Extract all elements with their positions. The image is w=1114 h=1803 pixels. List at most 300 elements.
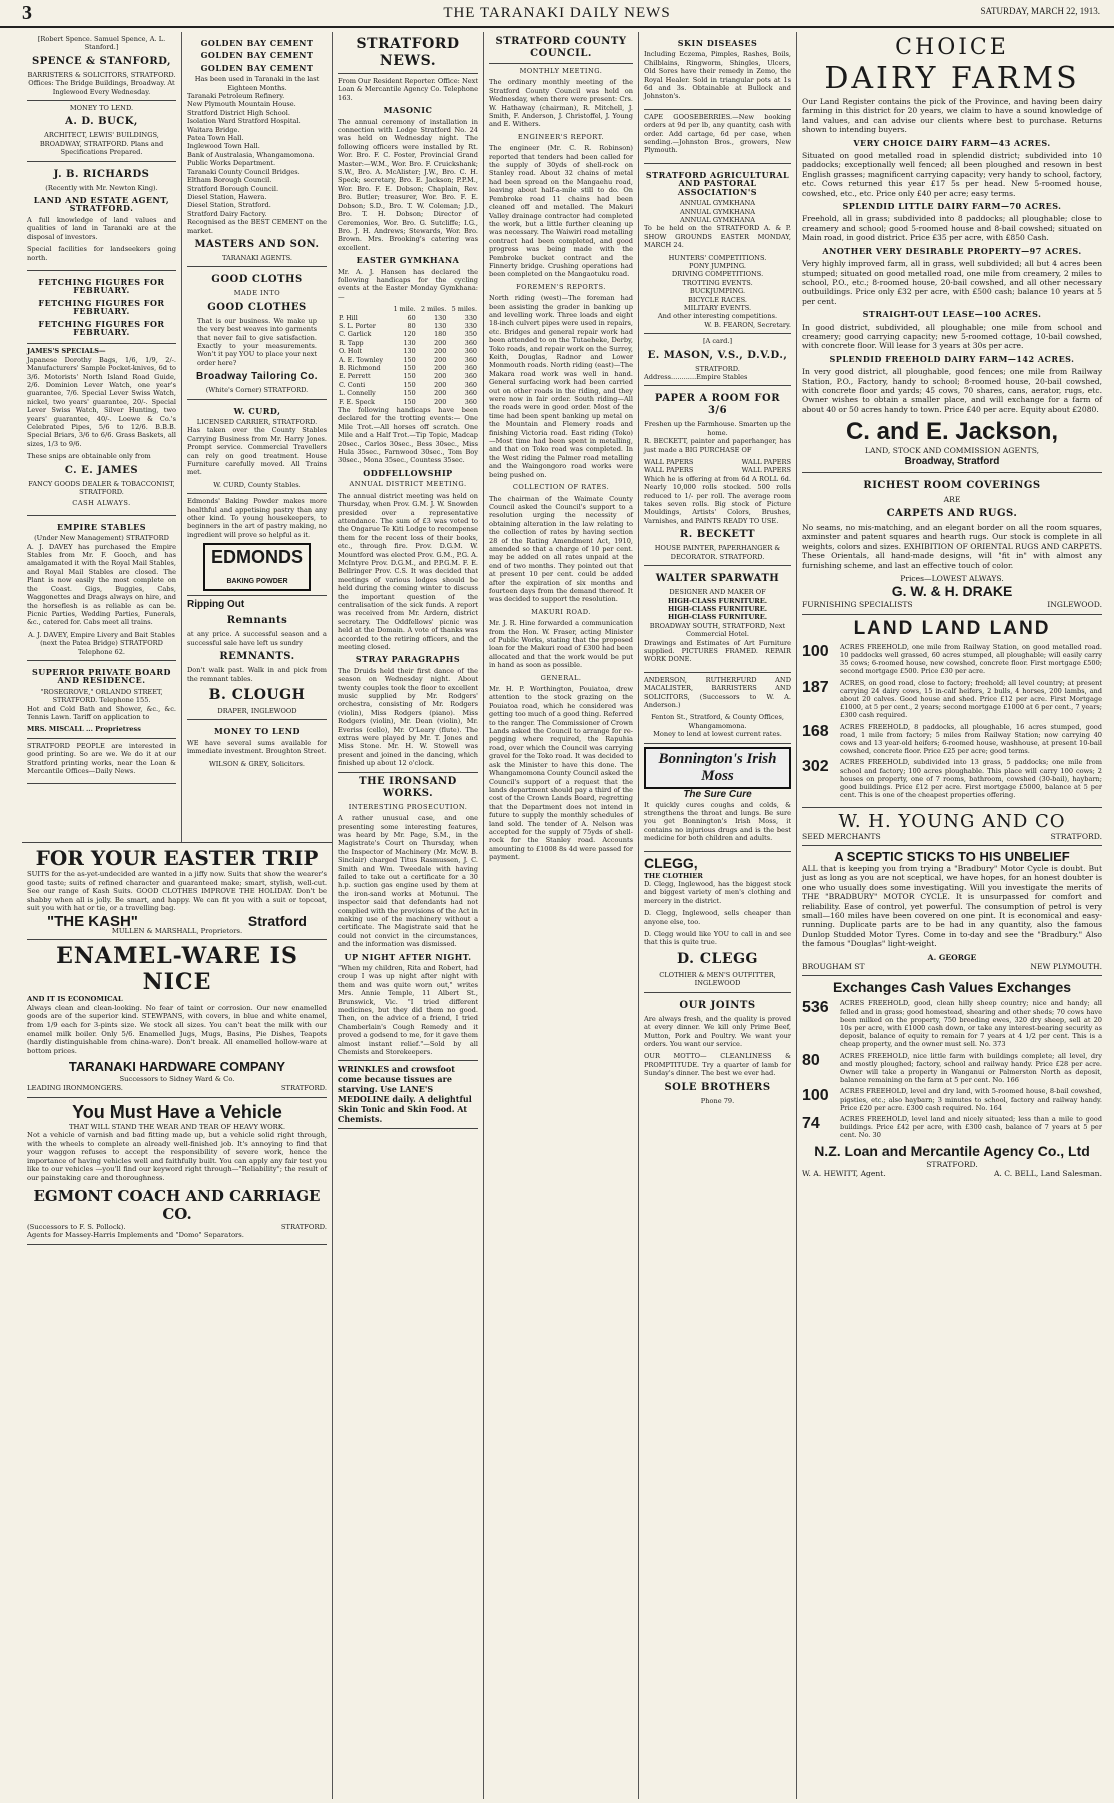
table-cell: 360: [464, 364, 477, 372]
ad-nz-loan: [802, 976, 1102, 1182]
newspaper-title: THE TARANAKI DAILY NEWS: [443, 4, 671, 21]
ad-name: SOLE BROTHERS: [664, 1081, 771, 1093]
ad-role: FURNISHING SPECIALISTS: [802, 600, 913, 610]
ad-line: HIGH-CLASS FURNITURE.: [667, 613, 768, 622]
ad-line: ANNUAL GYMKHANA: [679, 215, 756, 224]
ad-body: Has taken over the County Stables Carrying Business from Mr. Harry Jones. Prompt service. Commercial Travellers can rely on good treatment. House Furniture carefully moved. All Trains met.: [187, 426, 327, 477]
ad-head: MONEY TO LEND: [214, 726, 300, 737]
article-body: The following handicaps have been declared for the trotting events:— One Mile Trot.—All horses off scratch. One Mile and a Half Trot.—Tip Topic, Madcap 20sec., Carlos 30sec., Bess 30sec., Miss Hula 35sec., Farnwood 30sec., Tom Boy 30sec., Mona 35sec., Countess 35sec.: [338, 406, 478, 465]
table-cell: 360: [464, 355, 477, 364]
table-cell: R. Tapp: [339, 338, 364, 347]
ad-role: FANCY GOODS DEALER & TOBACCONIST, STRATFORD.: [28, 479, 175, 497]
ad-line: WALL PAPERS: [644, 466, 694, 475]
farm-body: In very good district, all ploughable, good fences; one mile from Railway Station, P.O., Factory, handy to school; 8-roomed house, 20-bail cowshed, with concrete floor and yards; 45 cows, 70 shares, cans, aerator, rugs, etc. Owner wishes to obtain a smaller place, and will exchange for a farm of about 40 or 50 acres handy to town. Price £40 per acre. Equity about £2080.: [802, 367, 1102, 414]
ad-clegg: [644, 852, 791, 993]
ad-body: ANDERSON, RUTHERFURD AND MACALISTER, BARRISTERS AND SOLICITORS, (Successors to W. A. Anderson.): [644, 675, 791, 709]
ad-body: ARCHITECT, LEWIS' BUILDINGS, BROADWAY, STRATFORD. Plans and Specifications Prepared.: [39, 131, 164, 157]
article-body: The Druids held their first dance of the season on Wednesday night. About twenty couples took the floor to excellent music supplied by Mr. Rodgers' orchestra, consisting of Mr. Rodgers (violin), Miss Rodgers (piano). Miss Rodgers (violin), Mr. Dean (violin), Mr. Everiss (cello), Mr. O'Leary (flute). The extras were played by Mr. T. Jones and Miss Stone. Mr. H. W. Stowell was present and joined in the dancing, which finished up about 12 o'clock.: [338, 666, 478, 768]
ad-sign: W. B. FEARON, Secretary.: [704, 320, 791, 329]
ad-sign: A. C. BELL, Land Salesman.: [993, 1169, 1102, 1179]
property-text: ACRES FREEHOLD, 8 paddocks, all ploughable, 16 acres stumped, good road, 1 mile from factory; 5 miles from Railway Station; now carrying 40 cows and 13 year-old heifers; 6-roomed house, washhouse, at present 10-bail cowshed, concrete floor. Price £25 per acre; good terms.: [840, 722, 1102, 756]
farm-head: SPLENDID FREEHOLD DAIRY FARM—142 ACRES.: [829, 353, 1075, 364]
ad-name: W. CURD,: [233, 405, 281, 416]
ad-empire-stables: [27, 516, 176, 661]
wall-papers-row: [644, 466, 791, 474]
list-item: Patea Town Hall.: [187, 134, 244, 143]
ad-james: [27, 344, 176, 516]
ad-vehicle: [27, 1098, 327, 1245]
list-item: Stratford Dairy Factory.: [187, 209, 267, 218]
ad-body: Japanese Dorothy Bags, 1/6, 1/9, 2/-. Manufacturers' Sample Pocket-knives, 6d to 3/6. Motorists' North Island Road Guide, 2/6. Dominion Lever Watch, one year's guarantee, 7/6. Special Lever Swiss Watch, nickel, two years' guarantee, 20/-. Special Lever Swiss Watch, Silver Hunting, two years' guarantee, 40/-. Loewe & Co.'s Celebrated Pipes, 5/6 to 12/6. B.B.B. Special Briars, 3/6 to 6/6. Grass Baskets, all sizes, 1/3 to 9/6.: [27, 355, 176, 448]
ad-name: SPENCE & STANFORD,: [31, 55, 171, 67]
table-cell: P. Hill: [339, 313, 358, 322]
ad-body: Not a vehicle of varnish and bad fitting made up, but a vehicle solid right through, with the wheels to complete an already well-finished job. It's annoying to find that your waggon refuses to accept the responsibility of severe work, hence the importance of having vehicles well and faithfully built. You can apply any fair test you like to our vehicles —you'll find our keyword right through—"Reliability"; the result of our painstaking care and thoroughness.: [27, 1131, 327, 1183]
table-cell: 60: [407, 313, 416, 322]
ad-cash: CASH ALWAYS.: [72, 499, 131, 508]
list-item: Eltham Borough Council.: [187, 176, 272, 185]
ad-body: Has been used in Taranaki in the last Eighteen Months.: [194, 75, 320, 92]
ad-body: R. BECKETT, painter and paperhanger, has just made a BIG PURCHASE OF: [644, 437, 791, 454]
ad-sub: (Under New Management) STRATFORD: [34, 534, 169, 543]
ad-role: DRAPER, INGLEWOOD: [217, 706, 297, 715]
list-item: Diesel Station, Stratford.: [187, 201, 271, 210]
ad-event: MILITARY EVENTS.: [683, 303, 752, 312]
ad-name: CLEGG,: [644, 854, 698, 871]
ad-sub: MADE INTO: [233, 289, 281, 298]
ad-skin-diseases: [644, 32, 791, 110]
table-row: [338, 372, 478, 380]
ad-body: D. Clegg would like YOU to call in and see that this is quite true.: [644, 930, 791, 947]
ad-name: D. CLEGG: [677, 950, 758, 967]
ad-role: LAND, STOCK AND COMMISSION AGENTS,: [864, 446, 1040, 456]
ad-spence: [27, 32, 176, 101]
article-sub: INTERESTING PROSECUTION.: [348, 802, 468, 811]
ad-sign: A. J. DAVEY, Empire Livery and Bait Stables (next the Patea Bridge) STRATFORD Telephone 62.: [28, 630, 175, 656]
table-cell: 130: [403, 347, 416, 356]
ad-body: SUITS for the as-yet-undecided are wanted in a jiffy now. Suits that show the wearer's good taste; suits of refined character and guaranteed make; smart, stylish, well-cut. See our range of Kash Suits. GOOD CLOTHES IMPROVE THE HOLIDAY. Don't be shabby when all is jolly. Be smart, and happy. We can fit you with a suit or topcoat, suit you with hat or tie, or a travelling bag.: [27, 870, 327, 913]
ad-sub: (White's Corner) STRATFORD.: [205, 386, 309, 395]
ad-body: OUR MOTTO— CLEANLINESS & PROMPTITUDE. Try a quarter of lamb for Sunday's dinner. The best we ever had.: [644, 1052, 791, 1078]
table-header-cell: 5 miles.: [451, 305, 477, 314]
ad-head: DAIRY FARMS: [824, 61, 1080, 96]
property-acres: 536: [802, 999, 829, 1017]
table-row: [338, 364, 478, 372]
ad-fetching: [27, 271, 176, 344]
ad-cement: [187, 32, 327, 267]
table-row: [338, 314, 478, 322]
ad-head: GOOD CLOTHES: [207, 301, 307, 313]
article-body: The annual ceremony of installation in connection with Lodge Stratford No. 24 was held on Wednesday night. The following officers were installed by Rt. Wor. Bro. F. C. Foster, Provincial Grand Master:—W.M., Wor. Bro. F. Cruickshank; S.W., Bro. A. McAlister; J.W., Bro. C. H. Speck; secretary, Bro. E. Jackson; P.P.M., Wor. Bro. F. E. Dobson; Chaplain, Rev. Bro. Butler; treasurer, Wor. Bro. F. E. Dobson; S.D., Bro. T. W. Coleman; J.D., Bro. T. H. Dobson; Director of Ceremonies, Wor. Bro. G. Sutcliffe; I.G., Bro. J. H. Andrews; Stewards, Wor. Bro. Brown. Mrs. Brooking's catering was excellent.: [338, 117, 478, 252]
ad-body: Which he is offering at from 6d A ROLL 6d. Nearly 10,000 rolls stocked. 500 rolls reduced to 1/- per roll. The average room takes seven rolls. Big stock of Picture Mouldings, Artists' Colors, Brushes, Varnishes, and PAINTS READY TO USE.: [644, 474, 791, 525]
table-cell: 360: [464, 389, 477, 398]
ad-edmonds: [187, 494, 327, 596]
table-row: [338, 389, 478, 397]
table-cell: C. Conti: [339, 380, 366, 389]
ad-cape-gooseberries: [644, 110, 791, 164]
ad-body: Special facilities for landseekers going north.: [27, 245, 176, 262]
ad-head: FOR YOUR EASTER TRIP: [35, 846, 319, 870]
table-cell: C. Garlick: [339, 330, 372, 339]
ad-head: RICHEST ROOM COVERINGS: [863, 479, 1041, 491]
article-body: The annual district meeting was held on Thursday, when Prov. G.M. J. W. Snowden presided over a representative attendance. The sum of £3 was voted to the Ongarue Te Kiti Lodge to recompense them for the recent loss of their books, etc., through fire. Prov. D.G.M. W. Mountford was elected Prov. G.M., P.G. A. McIntyre Prov. D.G.M., and P.P.G.M. F. E. Bellringer Prov. C.S. It was decided that meetings of various lodges should be held during the coming winter to discuss the important question of the centralisation of the sick funds. A report was received from Mr. Ardern, district secretary. The Oddfellows' picnic was held at the Domain. A vote of thanks was accorded to the retiring officers, and the meeting closed.: [338, 491, 478, 651]
table-cell: 350: [464, 330, 477, 339]
farm-head: ANOTHER VERY DESIRABLE PROPERTY—97 ACRES.: [822, 245, 1082, 256]
table-row: [338, 356, 478, 364]
list-item: Public Works Department.: [187, 159, 276, 168]
ad-line: ANNUAL GYMKHANA: [679, 207, 756, 216]
property-listing: [802, 1052, 1102, 1085]
ad-body: Our Land Register contains the pick of the Province, and having been dairy farming in this district for 20 years, we claim to have a sound knowledge of land values, and can advise our clients where best to purchase. Returns shown to intending buyers.: [802, 97, 1102, 135]
article-head: THE IRONSAND WORKS.: [338, 772, 478, 800]
table-cell: E. Perrett: [339, 372, 371, 381]
handicap-table: [338, 305, 478, 406]
article-head: UP NIGHT AFTER NIGHT.: [344, 951, 472, 962]
table-row: [338, 347, 478, 355]
farm-head: SPLENDID LITTLE DAIRY FARM—70 ACRES.: [842, 201, 1062, 212]
tara-footer: [27, 1084, 327, 1093]
ad-role: BARRISTERS & SOLICITORS, STRATFORD.: [27, 70, 176, 79]
property-listing: [802, 1115, 1102, 1140]
ad-body: A. J. DAVEY has purchased the Empire Stables from Mr. F. Gooch, and has amalgamated it with the Royal Mail Stables, and Royal Mail Stables are closed. The Plant is now easily the most complete on the Coast. Gigs, Buggies, Cabs, Waggonettes and Drags always on hire, and the horseflesh is as reliable as can be. Picnic Parties, Wedding Parties, Funerals, &c., catered for. Cabs meet all trains.: [27, 542, 176, 627]
page-number: 3: [22, 2, 32, 24]
ad-name: B. CLOUGH: [208, 686, 306, 703]
article-body: Mr. H. P. Worthington, Pouiatoa, drew attention to the stock grazing on the Pouiatoa road, which he considered was getting too much of a good thing. Referred to the ranger. The Commissioner of Crown Lands asked the Council to arrange for re-pegging where required, the Rapuhia road, over which the Council was carrying gravel for the Toko road. It was decided to ask the Minister to have this done. The Whangamomona County Council asked the Council's support of a request that the lands department should pay a third of the cost of the Crown Lands Board, regretting that the Department does not intend in future to supply the monthly schedules of land sold. The tender of A. Nelson was accepted for the supply of 75yds of shell-rock for the Stanley road. Accounts amounting to £1008 8s 4d were passed for payment.: [489, 685, 633, 862]
ad-sceptic: [802, 846, 1102, 976]
table-cell: 150: [403, 355, 416, 364]
table-header: [338, 305, 478, 313]
article-sub: MAKURI ROAD.: [531, 607, 591, 616]
ad-head: Exchanges Cash Values Exchanges: [832, 979, 1072, 996]
table-cell: 200: [434, 389, 447, 398]
ad-addr: STRATFORD.: [1050, 831, 1102, 841]
ad-role: LICENSED CARRIER, STRATFORD.: [196, 418, 318, 426]
ad-line: FETCHING FIGURES FOR FEBRUARY.: [38, 318, 165, 337]
ad-name: EGMONT COACH AND CARRIAGE CO.: [33, 1186, 321, 1223]
ad-name: W. H. YOUNG AND CO: [838, 810, 1066, 832]
table-cell: 360: [464, 380, 477, 389]
ad-sub: AND IT IS ECONOMICAL: [27, 995, 123, 1004]
table-cell: 130: [434, 321, 447, 330]
property-text: ACRES FREEHOLD, good, clean hilly sheep country; nice and handy; all felled and in grass; good homestead, shearing and other sheds; 70 cows have been milked on the property, 750 breeding ewes, 320 dry sheep, sell at 20 10s per acre, with £1000 cash down, or take any interest-bearing security as deposit, balance of equity to remain for 7 years at 4 1/2 per cent. This is a cheap property, and the owner must sell. No. 373: [840, 999, 1102, 1049]
ad-role: CLOTHIER & MEN'S OUTFITTER, INGLEWOOD: [659, 970, 776, 988]
ad-town: Stratford: [247, 912, 307, 929]
article-sub: ANNUAL DISTRICT MEETING.: [349, 480, 467, 489]
table-cell: 330: [464, 321, 477, 330]
ad-sub: The Sure Cure: [683, 788, 752, 800]
table-cell: B. Richmond: [339, 364, 381, 372]
ad-note: Money to lend at lowest current rates.: [653, 730, 782, 739]
table-cell: 200: [434, 372, 447, 381]
ad-body: D. Clegg, Inglewood, has the biggest stock and biggest variety of men's clothing and mercery in the district.: [644, 880, 791, 905]
table-row: [338, 381, 478, 389]
property-acres: 187: [802, 678, 829, 696]
ad-addr: NEW PLYMOUTH.: [1030, 961, 1102, 971]
list-item: Isolation Ward Stratford Hospital.: [187, 117, 301, 126]
ad-sole-brothers: [644, 993, 791, 1109]
ad-body: STRATFORD PEOPLE are interested in good printing. So are we. We do it at our Stratford printing works, near the Loan & Mercantile Offices—Daily News.: [27, 741, 176, 775]
table-row: [338, 322, 478, 330]
property-acres: 100: [802, 1087, 829, 1105]
table-row: [338, 398, 478, 406]
ad-head: CHOICE: [895, 35, 1009, 60]
ad-line: WALL PAPERS: [741, 458, 791, 467]
ad-head: SKIN DISEASES: [677, 38, 758, 48]
table-row: [338, 339, 478, 347]
ad-ripping-out: [187, 596, 327, 720]
ad-role: THE CLOTHIER: [644, 871, 703, 880]
ad-sub: Freshen up the Farmhouse. Smarten up the home.: [644, 420, 791, 437]
table-header-cell: [338, 305, 390, 313]
table-cell: 200: [434, 397, 447, 406]
table-cell: L. Connelly: [339, 389, 376, 398]
ad-head: STRATFORD AGRICULTURAL AND PASTORAL ASSOCIATION'S: [645, 169, 790, 197]
ad-body: WRINKLES and crowsfoot come because tissues are starving. Use LANE'S MEDOLINE daily. A delightful Skin Tonic and Skin Food. At Chemists.: [338, 1064, 472, 1125]
ad-body: Hot and Cold Bath and Shower, &c., &c. Tennis Lawn. Tariff on application to: [27, 704, 176, 721]
table-cell: 200: [434, 338, 447, 347]
ad-mason: [644, 334, 791, 386]
ad-body: WE have several sums available for immediate investment. Broughton Street.: [187, 738, 327, 756]
list-item: Taranaki Petroleum Refinery.: [187, 92, 285, 101]
property-listing: [802, 723, 1102, 756]
exchange-list: [802, 999, 1102, 1139]
ad-role: LEADING IRONMONGERS.: [27, 1083, 123, 1092]
ad-head: GOOD CLOTHS: [211, 274, 303, 286]
ad-name: R. BECKETT: [679, 529, 756, 541]
ad-addr: Address............Empire Stables: [644, 373, 748, 381]
logo-sub: BAKING POWDER: [226, 578, 288, 586]
article-body: The chairman of the Waimate County Council asked the Council's support to a resolution urging the necessity of obtaining alteration in the law relating to the collection of rates by having section 28 of the Rating Amendment Act, 1910, amended so that a charge of 10 per cent. may be added on all rates unpaid at the end of two months. They pointed out that at present 10 per cent. could be added after the expiration of six months and fourteen days from the demand thereof. It was decided to support the resolution.: [489, 494, 633, 604]
ad-line: WALL PAPERS: [741, 466, 791, 475]
ad-name: E. MASON, V.S., D.V.D.,: [647, 349, 788, 361]
ad-name: Broadway Tailoring Co.: [196, 371, 318, 383]
property-acres: 80: [802, 1051, 820, 1069]
ad-sub: Successors to Sidney Ward & Co.: [119, 1075, 235, 1084]
column-3: [333, 32, 484, 1799]
ad-sub: MULLEN & MARSHALL, Proprietors.: [111, 926, 243, 935]
property-text: ACRES FREEHOLD, level land and nicely situated; less than a mile to good buildings. Price £42 per acre, with £300 cash, balance of 7 years at 5 per cent. No. 30: [840, 1115, 1102, 1140]
article-head: MASONIC: [383, 105, 433, 116]
farm-body: Freehold, all in grass; subdivided into 8 paddocks; all ploughable; close to creamery and school; good 5-roomed house and 8-bail cowshed; situated on Main road, in good district. Price £35 per acre, with £850 Cash.: [802, 214, 1102, 243]
ad-head: LAND LAND LAND: [853, 617, 1051, 639]
ad-name: N.Z. Loan and Mercantile Agency Co., Ltd: [814, 1142, 1090, 1159]
ad-beckett-paper: [644, 386, 791, 566]
table-cell: 330: [464, 313, 477, 322]
table-cell: 150: [403, 389, 416, 398]
ad-addr: BROADWAY SOUTH, STRATFORD, Next Commercial Hotel.: [649, 621, 786, 639]
ad-buck: [27, 101, 176, 162]
section-title: STRATFORD COUNTY COUNCIL.: [489, 36, 633, 64]
ad-role: HOUSE PAINTER, PAPERHANGER & DECORATOR. STRATFORD.: [654, 544, 781, 561]
ad-line: WALL PAPERS: [644, 458, 694, 467]
ad-addr: STRATFORD.: [280, 1083, 327, 1092]
ad-body: Edmonds' Baking Powder makes more healthful and appetising pastry than any other kind. To young housekeepers, to beginners in the art of pastry making, no ingredient will prove so helpful as it.: [187, 497, 327, 539]
ad-event: HUNTERS' COMPETITIONS.: [668, 253, 767, 262]
table-cell: 200: [434, 355, 447, 364]
list-item: Waitara Bridge.: [187, 125, 240, 134]
ad-richards: [27, 162, 176, 271]
ad-footer: Recognised as the BEST CEMENT on the market.: [187, 218, 327, 235]
ad-event: DRIVING COMPETITIONS.: [671, 270, 764, 279]
ad-body: That is our business. We make up the very best weaves into garments that never fail to give satisfaction. Exactly to your measurements. Won't it pay YOU to place your next order here?: [197, 316, 317, 367]
table-cell: 130: [403, 338, 416, 347]
table-cell: 150: [403, 364, 416, 372]
ad-name: EMPIRE STABLES: [56, 521, 146, 532]
ad-addr: Fenton St., Stratford, & County Offices, Whangamomona.: [651, 713, 784, 730]
ad-head: PAPER A ROOM FOR 3/6: [654, 393, 781, 417]
ad-body: It quickly cures coughs and colds, & strengthens the throat and lungs. Be sure you get Bonnington's Irish Moss, it contains no injurious drugs and is the best medicine for both children and adults.: [644, 800, 791, 843]
ad-line: GOLDEN BAY CEMENT: [200, 38, 314, 48]
table-cell: 130: [434, 313, 447, 322]
article-sub: COLLECTION OF RATES.: [512, 483, 610, 492]
table-header-cell: 1 mile.: [393, 305, 416, 314]
ad-bonningtons: [644, 744, 791, 852]
ad-head: REMNANTS.: [219, 651, 295, 663]
ad-body: No seams, no mis-matching, and an elegant border on all the room squares, axminster and patent squares and hearth rugs. Our stock is complete in all weights, colors and sizes. EXHIBITION OF ORIENTAL RUGS AND CARPETS. These Orientals, all hand-made designs, will "fit in" with almost any furnishing scheme, and last an effective touch of color.: [802, 523, 1102, 570]
table-cell: 360: [464, 338, 477, 347]
ad-addr: STRATFORD.: [926, 1159, 978, 1169]
ad-event: PONY JUMPING.: [689, 261, 746, 270]
column-5: [639, 32, 797, 1799]
ad-curd: [187, 400, 327, 495]
ad-enamel-ware: [27, 940, 327, 1097]
george-footer: [802, 962, 1102, 971]
list-item: Diesel Station, Hawera.: [187, 192, 267, 201]
ad-jackson-dairy: [802, 32, 1102, 473]
property-acres: 168: [802, 722, 829, 740]
section-title: STRATFORD NEWS.: [338, 36, 478, 74]
property-listing: [802, 643, 1102, 676]
table-cell: 150: [403, 372, 416, 381]
drake-footer: [802, 600, 1102, 609]
farm-body: Very highly improved farm, all in grass, well subdivided; all but 4 acres been stumped; situated on good metalled road, one mile from creamery, 2 miles to school, P.O., etc.; 8-roomed house, 20-bail cowshed, and all other necessary outbuildings. Price only £32 per acre, with £500 cash; balance 10 years at 5 per cent.: [802, 259, 1102, 306]
table-cell: O. Holt: [339, 347, 362, 356]
ad-body: D. Clegg, Inglewood, sells cheaper than anyone else, too.: [644, 909, 791, 926]
property-text: ACRES FREEHOLD, subdivided into 13 grass, 5 paddocks; one mile from school and factory; 100 acres ploughable. This place will carry 100 cows; 2 houses on property, one of 7 rooms, bathroom, cowshed (30-bail), haybarn; good buildings. Price £12 per acre. First mortgage £5000, balance at 5 per cent. This is one of the cheapest properties offering.: [840, 758, 1102, 800]
ad-head: A SCEPTIC STICKS TO HIS UNBELIEF: [834, 848, 1070, 864]
property-text: ACRES FREEHOLD, nice little farm with buildings complete; all level, dry and mostly ploughed; factory, school and railway handy. Price £28 per acre. Owner will take a property in Wanganui or Palmerston North as deposit, balance remaining on the farm at 5 per cent. No. 166: [840, 1051, 1102, 1085]
table-cell: 360: [464, 347, 477, 356]
ad-sub: (Successors to F. S. Pollock).: [27, 1222, 126, 1231]
table-cell: 150: [403, 380, 416, 389]
wall-papers-row: [644, 458, 791, 466]
young-footer: [802, 832, 1102, 841]
ad-body: To be held on the STRATFORD A. & P. SHOW GROUNDS EASTER MONDAY, MARCH 24.: [644, 224, 791, 250]
list-item: Inglewood Town Hall.: [187, 142, 260, 151]
ad-head: Remnants: [226, 615, 288, 627]
ad-addr: BROUGHAM ST: [802, 961, 865, 971]
article-head: STRAY PARAGRAPHS: [355, 654, 461, 665]
table-cell: 360: [464, 397, 477, 406]
ad-stratford-people: [27, 739, 176, 785]
property-acres: 302: [802, 758, 829, 776]
property-listing: [802, 758, 1102, 799]
bonningtons-logo: Bonnington's Irish Moss: [644, 747, 791, 789]
ad-line: GOLDEN BAY CEMENT: [200, 62, 314, 73]
ad-agent: MASTERS AND SON.: [194, 238, 320, 250]
ad-name: WALTER SPARWATH: [655, 573, 780, 585]
ad-head: You Must Have a Vehicle: [72, 1101, 282, 1122]
article-sub: MONTHLY MEETING.: [519, 67, 603, 75]
ad-event: BUCKJUMPING.: [689, 287, 746, 296]
ad-top: [Robert Spence. Samuel Spence, A. L. Stanford.]: [37, 35, 166, 52]
ad-phone: Phone 79.: [700, 1096, 735, 1105]
property-acres: 100: [802, 642, 829, 660]
property-listing: [802, 1087, 1102, 1112]
farm-body: In good district, subdivided, all ploughable; one mile from school and creamery; good carrying capacity; new 5-roomed cottage, 10-bail cowshed, with concrete floor. Will lease for 3 years at 30s per acre.: [802, 322, 1102, 351]
ad-agent-sub: TARANAKI AGENTS.: [221, 253, 293, 262]
reporter-line: From Our Resident Reporter. Office: Next Loan & Mercantile Agency Co. Telephone 163.: [338, 77, 478, 102]
article-head: EASTER GYMKHANA: [356, 255, 460, 266]
ad-more: And other interesting competitions.: [657, 312, 778, 321]
table-cell: 200: [434, 347, 447, 356]
ad-drake-carpets: [802, 473, 1102, 615]
ad-top: MONEY TO LEND.: [69, 104, 134, 113]
ad-card: [A card.]: [702, 337, 733, 346]
ad-name: C. and E. Jackson,: [845, 418, 1059, 446]
ad-head: JAMES'S SPECIALS—: [27, 347, 106, 356]
ad-sub: "ROSEGROVE," ORLANDO STREET, STRATFORD. Telephone 155.: [40, 687, 163, 705]
list-item: Stratford Borough Council.: [187, 184, 279, 193]
edmonds-logo: [203, 543, 311, 591]
ad-body: Always clean and clean-looking. No fear of taint or corrosion. Our new enamelled goods are of the superior kind. STEWPANS, with covers, in blue and white enamel, from 1/9 each for 3-pints size. We stock all sizes. You can't beat the milk with our enamel milk boiler. Only 5/6. Enamelled Jugs, Mugs, Basins, Pie Dishes, Teapots (hardly distinguishable from china-ware). Don't break. All enamelled hollow-ware at bottom prices.: [27, 1003, 327, 1055]
table-cell: F. E. Speck: [339, 397, 375, 406]
property-text: ACRES FREEHOLD, one mile from Railway Station, on good metalled road. 10 paddocks well grassed, 60 acres stumped, all ploughable; will easily carry 35 cows; 6-roomed house, new cowshed, concrete floor. First mortgage £500; second mortgage £500. Price £30 per acre.: [840, 642, 1102, 676]
ad-land: [802, 615, 1102, 808]
table-cell: 120: [403, 330, 416, 339]
farm-body: Situated on good metalled road in splendid district; subdivided into 10 paddocks; exceptionally well fenced; all been ploughed and resown in best English grasses; magnificent carrying capacity; very handy to school, factory, etc. Cows returned this year £17 5s per head. New 5-roomed house, cowshed, etc., etc. Price only £40 per acre; easy terms.: [802, 151, 1102, 198]
ad-head: LAND AND ESTATE AGENT, STRATFORD.: [33, 195, 170, 214]
ad-line: GOLDEN BAY CEMENT: [200, 50, 314, 61]
column-4: [484, 32, 639, 1799]
ad-event: BICYCLE RACES.: [687, 295, 748, 304]
ad-sub: ARE: [943, 494, 961, 504]
ad-name: A. GEORGE: [927, 952, 977, 962]
column-2: [182, 32, 333, 842]
ad-addr: INGLEWOOD.: [1047, 600, 1102, 610]
logo-text: EDMONDS: [210, 547, 303, 568]
issue-date: SATURDAY, MARCH 22, 1913.: [980, 6, 1100, 16]
ad-good-cloths: [187, 267, 327, 399]
article-body: The ordinary monthly meeting of the Stratford County Council was held on Wednesday, when there were present: Crs. W. Hathaway (chairman), R. Mitchell, J. Smith, F. Anderson, J. Christoffel, J. Young and E. Withers.: [489, 78, 633, 129]
ad-body: Drawings and Estimates of Art Furniture supplied. PICTURES FRAMED. REPAIR WORK DONE.: [644, 638, 791, 664]
table-header-cell: 2 miles.: [420, 305, 447, 314]
ad-head: OUR JOINTS: [679, 999, 756, 1011]
cement-list: [187, 92, 327, 218]
ad-line: HIGH-CLASS FURNITURE.: [667, 596, 768, 605]
ad-superior: [27, 661, 176, 739]
ad-money-to-lend: [187, 720, 327, 772]
ad-role: SEED MERCHANTS: [802, 831, 881, 841]
farm-head: STRAIGHT-OUT LEASE—100 ACRES.: [862, 309, 1042, 320]
table-row: [338, 330, 478, 338]
ad-body: ALL that is keeping you from trying a "Bradbury" Motor Cycle is doubt. But just as long as you are not sceptical, we have hopes, for an honest doubter is one who usually does some investigating. Will you investigate the merits of THE "BRADBURY" MOTOR CYCLE. It is unsurpassed for comfort and reliability. Ease of control, yet powerful. The consumption of petrol is very small—160 miles have been covered on one pint. It is economical and easy-running. Duplicate parts are to be had in any quantity, also the famous Dunlop Studded Motor Tyres. Come in to-day and see the "Bradbury." Also the famous "Douglas" light-weight.: [802, 863, 1102, 949]
ad-line: FETCHING FIGURES FOR FEBRUARY.: [38, 297, 165, 317]
ad-head: Ripping Out: [187, 599, 245, 611]
ad-line: FETCHING FIGURES FOR FEBRUARY.: [38, 276, 165, 296]
ad-sign: MRS. MISCALL ... Proprietress: [27, 725, 141, 734]
article-body: Mr. J. R. Hine forwarded a communication from the Hon. W. Fraser, acting Minister of Public Works, stating that the proposed loan for the Makuri road of £300 had been allocated and that the work would be put in hand as soon as possible.: [489, 619, 633, 670]
article-body: "When my children, Rita and Robert, had croup I was up night after night with them and was quite worn out," writes Mrs. Annie Temple, 11 Albert St., Brunswick, Vic. "I tried different medicines, but they did them no good. Then, on the advice of a friend, I tried Chamberlain's Cough Remedy and it proved a godsend to me, for it gave them almost instant relief."—Sold by all Chemists and Storekeepers.: [338, 964, 478, 1057]
ad-addr: STRATFORD.: [280, 1222, 327, 1231]
article-body: The engineer (Mr. C. R. Robinson) reported that tenders had been called for the supply of 30yds of shell-rock on Stanley road. About 32 chains of metal had been spread on the Mangaehu road, leaving about half-a-mile still to do. On Pembroke road 11 chains had been cleaned off and metalled. The Makuri Valley drainage contractor had completed the work, but a little further cleaning up was necessary. The Waiwiri road metalling contract had been completed, and good progress was being made with the Pembroke bucket contract and the Finnerty bridge. Crushing operations had been completed on the Mangaotuku road.: [489, 144, 633, 279]
table-cell: 80: [407, 321, 416, 330]
list-item: New Plymouth Mountain House.: [187, 100, 296, 109]
ad-easter-trip: [27, 843, 327, 940]
ad-price: Prices—LOWEST ALWAYS.: [900, 574, 1004, 584]
table-cell: 200: [434, 364, 447, 372]
ad-addr: Broadway, Stratford: [904, 455, 1000, 467]
property-acres: 74: [802, 1115, 820, 1133]
